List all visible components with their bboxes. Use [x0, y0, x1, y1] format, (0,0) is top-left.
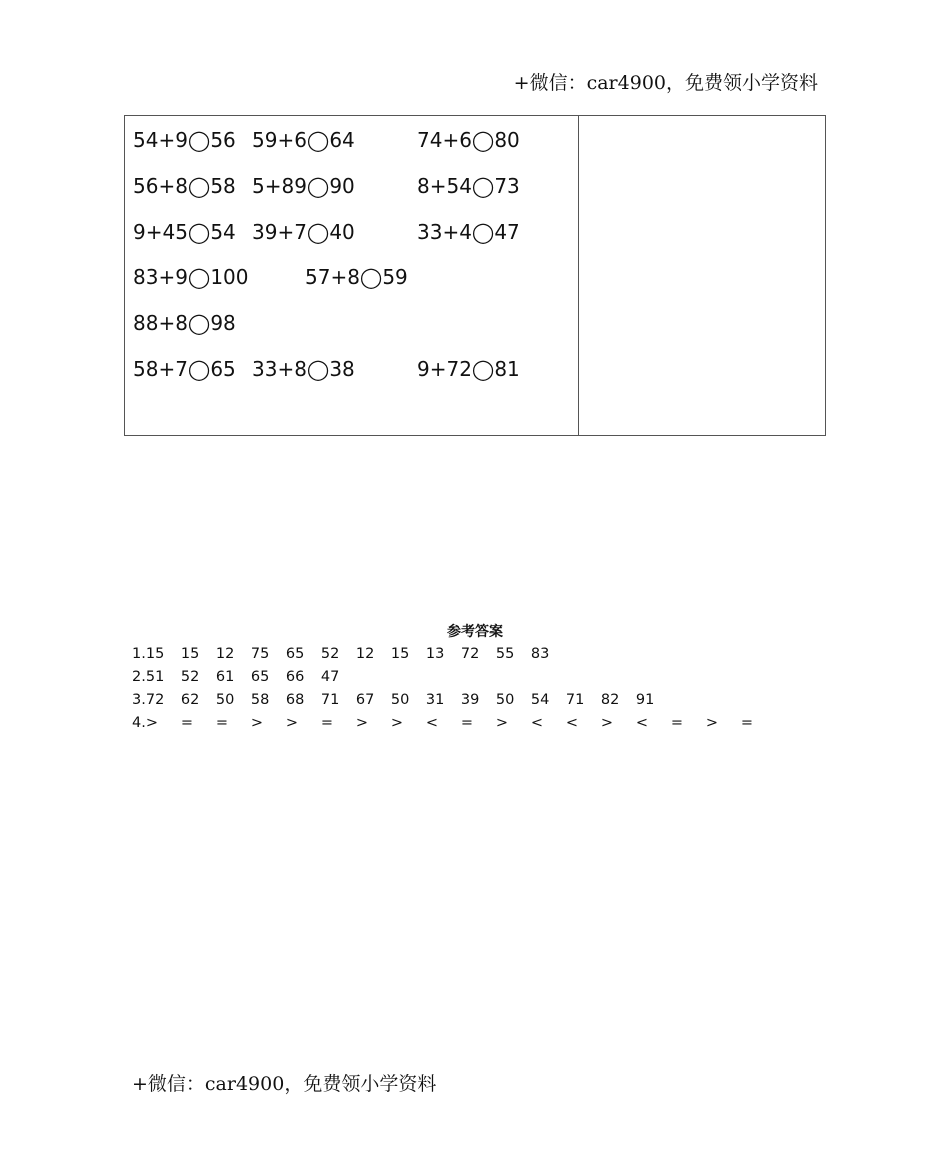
answer-value: = [460, 715, 473, 731]
answer-value: 71 [565, 692, 585, 708]
equation-item: 74+6◯80 [417, 128, 520, 152]
answer-value: > [600, 715, 613, 731]
footer-promo-note: +微信：car4900，免费领小学资料 [132, 1073, 437, 1095]
answer-value: 72 [460, 646, 480, 662]
exercise-cell [125, 116, 579, 435]
answer-value: 62 [180, 692, 200, 708]
answer-value: 65 [285, 646, 305, 662]
equation-item: 33+8◯38 [252, 357, 355, 381]
answer-value: = [740, 715, 753, 731]
answer-value: 65 [250, 669, 270, 685]
answer-value: 68 [285, 692, 305, 708]
answer-key-title: 参考答案 [447, 624, 503, 640]
answer-line-2 [132, 668, 356, 686]
answer-value: 52 [320, 646, 340, 662]
answer-value: 47 [320, 669, 340, 685]
answer-value: 31 [425, 692, 445, 708]
answer-value: 91 [635, 692, 655, 708]
answer-value: > [495, 715, 508, 731]
equation-item: 59+6◯64 [252, 128, 355, 152]
answer-value: > [285, 715, 298, 731]
answer-label: 3. [132, 692, 146, 708]
answer-line-1 [132, 645, 566, 663]
answer-value: = [670, 715, 683, 731]
answer-value: < [530, 715, 543, 731]
answer-value: 15 [145, 646, 165, 662]
answer-value: 15 [180, 646, 200, 662]
answer-line-4 [132, 714, 776, 732]
equation-item: 83+9◯100 [133, 265, 249, 289]
answer-value: = [320, 715, 333, 731]
answer-value: = [215, 715, 228, 731]
equation-item: 58+7◯65 [133, 357, 236, 381]
equation-item: 9+72◯81 [417, 357, 520, 381]
answer-value: < [635, 715, 648, 731]
equation-item: 5+89◯90 [252, 174, 355, 198]
answer-label: 2. [132, 669, 146, 685]
answer-value: 67 [355, 692, 375, 708]
answer-value: 50 [495, 692, 515, 708]
answer-value: 71 [320, 692, 340, 708]
answer-value: > [250, 715, 263, 731]
answer-value: 72 [145, 692, 165, 708]
answer-value: 12 [215, 646, 235, 662]
answer-value: 55 [495, 646, 515, 662]
answer-value: > [355, 715, 368, 731]
equation-item: 88+8◯98 [133, 311, 236, 335]
header-promo-note: +微信：car4900，免费领小学资料 [513, 72, 818, 94]
answer-line-3 [132, 691, 671, 709]
empty-side-cell [579, 116, 825, 435]
equation-item: 57+8◯59 [305, 265, 408, 289]
exercise-table [124, 115, 826, 436]
answer-value: = [180, 715, 193, 731]
answer-label: 4. [132, 715, 146, 731]
equation-item: 33+4◯47 [417, 220, 520, 244]
answer-value: 15 [390, 646, 410, 662]
answer-label: 1. [132, 646, 146, 662]
answer-value: 75 [250, 646, 270, 662]
answer-value: 61 [215, 669, 235, 685]
answer-value: 52 [180, 669, 200, 685]
answer-value: 82 [600, 692, 620, 708]
answer-value: < [425, 715, 438, 731]
answer-value: 39 [460, 692, 480, 708]
answer-value: > [705, 715, 718, 731]
equation-item: 56+8◯58 [133, 174, 236, 198]
answer-value: 50 [390, 692, 410, 708]
equation-item: 39+7◯40 [252, 220, 355, 244]
answer-value: 51 [145, 669, 165, 685]
answer-value: < [565, 715, 578, 731]
answer-value: 54 [530, 692, 550, 708]
equation-item: 54+9◯56 [133, 128, 236, 152]
answer-value: 13 [425, 646, 445, 662]
answer-value: > [390, 715, 403, 731]
equation-item: 9+45◯54 [133, 220, 236, 244]
answer-value: 12 [355, 646, 375, 662]
answer-value: 58 [250, 692, 270, 708]
equation-item: 8+54◯73 [417, 174, 520, 198]
answer-value: 50 [215, 692, 235, 708]
answer-value: 83 [530, 646, 550, 662]
answer-value: > [145, 715, 158, 731]
answer-value: 66 [285, 669, 305, 685]
